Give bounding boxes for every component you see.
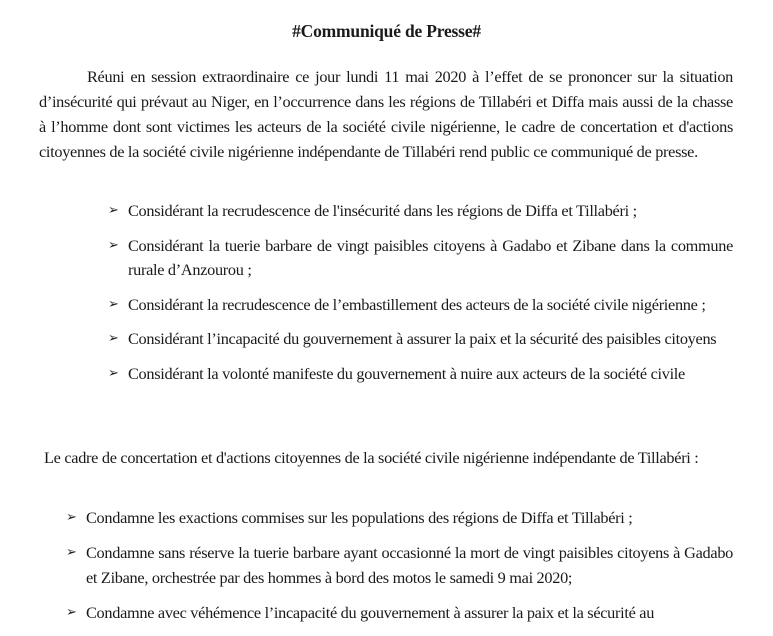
list-item: [108, 199, 733, 224]
considerant-text: Considérant la tuerie barbare de vingt paisibles citoyens à Gadabo et Zibane dans la commune rurale d’Anzourou ;: [128, 235, 733, 279]
considerants-list: [108, 199, 733, 396]
second-paragraph: Le cadre de concertation et d'actions citoyennes de la société civile nigérienne indépendante de Tillabéri :: [44, 448, 699, 467]
intro-paragraph: Réuni en session extraordinaire ce jour lundi 11 mai 2020 à l’effet de se prononcer sur la situation d’insécurité qui prévaut au Niger, en l’occurrence dans les régions de Tillabéri et Diffa mais aussi de la chasse à l’homme dont sont victimes les acteurs de la société civile nigérienne, le cadre de concertation et d'actions citoyennes de la société civile nigérienne indépendante de Tillabéri rend public ce communiqué de presse.: [39, 67, 733, 161]
arrowhead-bullet-icon: ➢: [66, 604, 77, 620]
considerant-text: Considérant la volonté manifeste du gouvernement à nuire aux acteurs de la société civile: [128, 363, 685, 383]
arrowhead-bullet-icon: ➢: [108, 237, 119, 253]
condamnations-list: [66, 506, 733, 636]
considerant-text: Considérant la recrudescence de l’embastillement des acteurs de la société civile nigérienne ;: [128, 294, 706, 314]
list-item: [66, 506, 733, 531]
list-item: [108, 234, 733, 283]
arrowhead-bullet-icon: ➢: [108, 331, 119, 346]
list-item: [108, 293, 733, 318]
condamnation-text: Condamne les exactions commises sur les populations des régions de Diffa et Tillabéri ;: [86, 508, 633, 527]
considerant-text: Considérant la recrudescence de l'insécurité dans les régions de Diffa et Tillabéri ;: [128, 201, 637, 220]
arrowhead-bullet-icon: ➢: [66, 545, 77, 560]
list-item: [66, 541, 733, 590]
considerant-text: Considérant l’incapacité du gouvernement à assurer la paix et la sécurité des paisibles citoyens: [128, 329, 717, 348]
arrowhead-bullet-icon: ➢: [108, 365, 119, 381]
list-item: [66, 601, 733, 626]
arrowhead-bullet-icon: ➢: [66, 510, 77, 525]
arrowhead-bullet-icon: ➢: [108, 203, 119, 218]
list-item: [108, 327, 733, 352]
condamnation-text: Condamne avec véhémence l’incapacité du gouvernement à assurer la paix et la sécurité au: [86, 602, 655, 622]
condamnation-text: Condamne sans réserve la tuerie barbare ayant occasionné la mort de vingt paisibles citoyens à Gadabo et Zibane, orchestrée par des hommes à bord des motos le samedi 9 mai 2020;: [86, 543, 733, 587]
list-item: [108, 362, 733, 387]
document-title: #Communiqué de Presse#: [292, 21, 481, 41]
arrowhead-bullet-icon: ➢: [108, 296, 119, 312]
